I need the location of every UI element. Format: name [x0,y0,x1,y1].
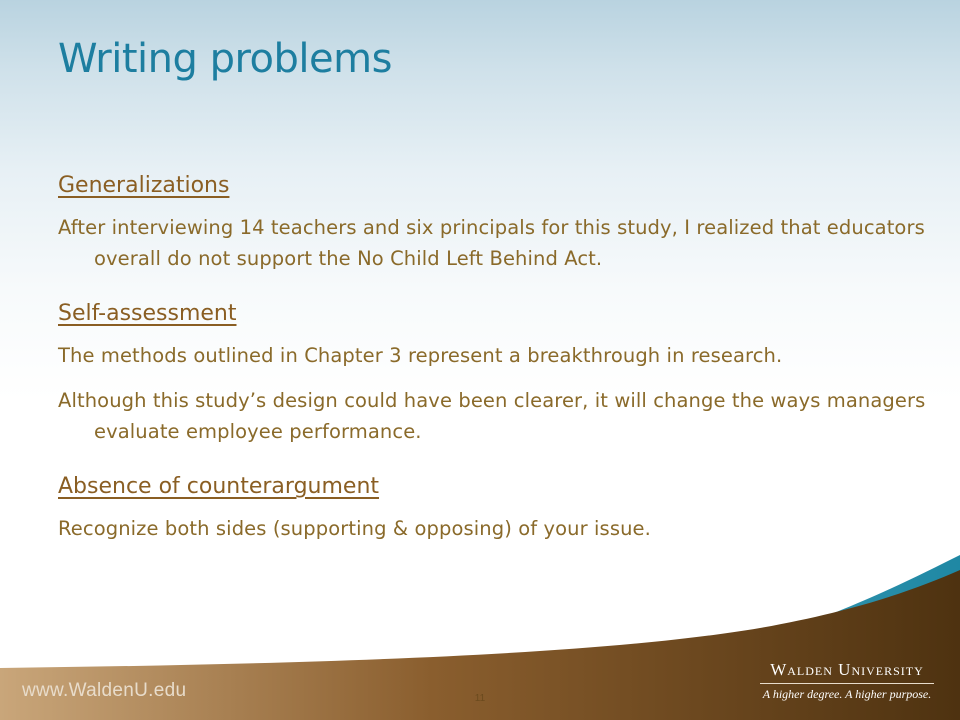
section-paragraph: After interviewing 14 teachers and six principals for this study, I realized that educators overall do not support the No Child Left Behind Act. [58,216,925,270]
logo-divider [760,683,934,684]
logo-name: Walden University [770,660,924,679]
section-paragraph: The methods outlined in Chapter 3 represent a breakthrough in research. [58,344,783,367]
section-heading-self-assessment: Self-assessment [58,301,237,326]
logo-tagline: A higher degree. A higher purpose. [762,687,932,701]
page-number: 11 [474,693,486,704]
section-paragraph: Although this study’s design could have been clearer, it will change the ways managers evaluate employee performance. [58,389,926,443]
section-heading-generalizations: Generalizations [58,173,230,198]
walden-university-logo [752,660,942,702]
section-paragraph: Recognize both sides (supporting & opposing) of your issue. [58,517,651,540]
footer-url: www.WaldenU.edu [22,680,187,701]
section-heading-counterargument: Absence of counterargument [58,474,380,499]
slide-body [58,170,928,544]
slide-title: Writing problems [58,36,392,82]
